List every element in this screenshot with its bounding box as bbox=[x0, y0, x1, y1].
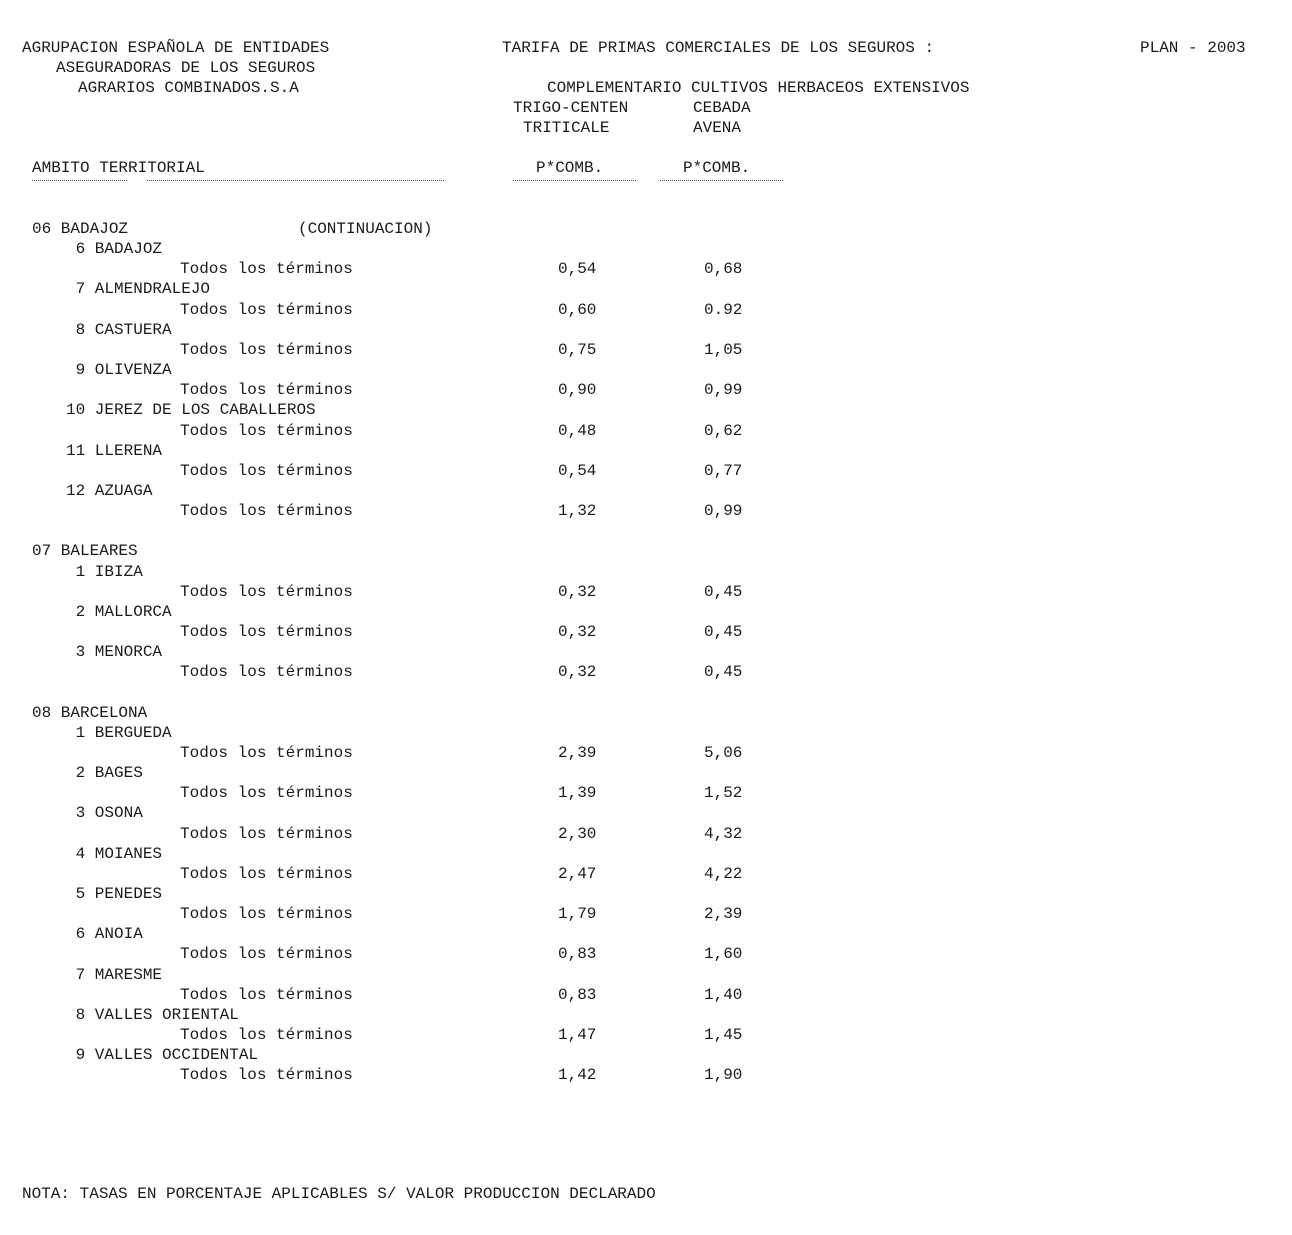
term-label: Todos los términos bbox=[180, 461, 353, 480]
value-trigo-triticale: 0,60 bbox=[558, 300, 597, 319]
value-trigo-triticale: 0,32 bbox=[558, 623, 597, 641]
comarca-row bbox=[0, 441, 1292, 461]
table-row bbox=[0, 622, 1292, 642]
comarca-row bbox=[0, 1045, 1292, 1065]
blank-row bbox=[0, 521, 1292, 541]
comarca-name: 11 LLERENA bbox=[66, 441, 163, 460]
comarca-row bbox=[0, 965, 1292, 985]
table-row bbox=[0, 259, 1292, 279]
value-cebada-avena: 4,32 bbox=[704, 824, 743, 843]
term-label: Todos los términos bbox=[180, 743, 353, 762]
comarca-row bbox=[0, 884, 1292, 904]
comarca-row bbox=[0, 642, 1292, 662]
comarca-row bbox=[0, 723, 1292, 743]
continuation-label: (CONTINUACION) bbox=[298, 220, 433, 238]
column-2-header-line-1: CEBADA bbox=[693, 99, 751, 117]
document-title: TARIFA DE PRIMAS COMERCIALES DE LOS SEGUROS : bbox=[502, 39, 935, 57]
value-trigo-triticale: 1,79 bbox=[558, 905, 597, 924]
province-name: 07 BALEARES bbox=[32, 542, 138, 561]
column-1-unit: P*COMB. bbox=[536, 159, 604, 177]
table-row bbox=[0, 985, 1292, 1005]
table-row bbox=[0, 582, 1292, 602]
value-cebada-avena: 0,99 bbox=[704, 381, 743, 400]
comarca-row bbox=[0, 924, 1292, 944]
value-cebada-avena: 1,40 bbox=[704, 985, 743, 1004]
value-trigo-triticale: 0,32 bbox=[558, 582, 597, 601]
province-name: 06 BADAJOZ bbox=[32, 220, 129, 238]
term-label: Todos los términos bbox=[180, 340, 353, 359]
table-row bbox=[0, 743, 1292, 763]
table-row bbox=[0, 340, 1292, 360]
value-cebada-avena: 0,45 bbox=[704, 582, 743, 601]
document-subtitle: COMPLEMENTARIO CULTIVOS HERBACEOS EXTENSIVOS bbox=[547, 79, 970, 97]
term-label: Todos los términos bbox=[180, 421, 353, 440]
province-row bbox=[0, 541, 1292, 561]
value-cebada-avena: 0,45 bbox=[704, 663, 743, 682]
comarca-row bbox=[0, 763, 1292, 783]
term-label: Todos los términos bbox=[180, 381, 353, 400]
value-cebada-avena: 2,39 bbox=[704, 905, 743, 924]
term-label: Todos los términos bbox=[180, 784, 353, 803]
org-name-line-1: AGRUPACION ESPAÑOLA DE ENTIDADES bbox=[22, 39, 330, 57]
value-cebada-avena: 1,90 bbox=[704, 1066, 743, 1085]
comarca-row bbox=[0, 400, 1292, 420]
table-row bbox=[0, 904, 1292, 924]
value-trigo-triticale: 0,75 bbox=[558, 340, 597, 359]
comarca-name: 5 PENEDES bbox=[66, 884, 163, 903]
value-trigo-triticale: 1,47 bbox=[558, 1026, 597, 1044]
comarca-name: 8 VALLES ORIENTAL bbox=[66, 1005, 239, 1024]
table-row bbox=[0, 824, 1292, 844]
comarca-name: 8 CASTUERA bbox=[66, 320, 172, 339]
table-row bbox=[0, 461, 1292, 481]
comarca-name: 4 MOIANES bbox=[66, 844, 163, 863]
value-cebada-avena: 0,77 bbox=[704, 461, 743, 480]
value-trigo-triticale: 0,54 bbox=[558, 260, 597, 279]
comarca-row bbox=[0, 562, 1292, 582]
comarca-row bbox=[0, 1005, 1292, 1025]
value-trigo-triticale: 2,39 bbox=[558, 743, 597, 762]
table-row bbox=[0, 662, 1292, 682]
term-label: Todos los términos bbox=[180, 985, 353, 1004]
value-trigo-triticale: 1,32 bbox=[558, 502, 597, 521]
value-trigo-triticale: 0,48 bbox=[558, 421, 597, 440]
table-row bbox=[0, 1065, 1292, 1085]
value-trigo-triticale: 0,32 bbox=[558, 663, 597, 682]
comarca-name: 12 AZUAGA bbox=[66, 481, 153, 500]
table-row bbox=[0, 380, 1292, 400]
value-trigo-triticale: 0,83 bbox=[558, 985, 597, 1004]
value-cebada-avena: 1,05 bbox=[704, 340, 743, 359]
value-cebada-avena: 0,62 bbox=[704, 421, 743, 440]
comarca-row bbox=[0, 239, 1292, 259]
comarca-name: 9 OLIVENZA bbox=[66, 361, 172, 380]
value-cebada-avena: 1,52 bbox=[704, 784, 743, 803]
value-trigo-triticale: 0,54 bbox=[558, 461, 597, 480]
province-row bbox=[0, 219, 1292, 239]
comarca-name: 6 ANOIA bbox=[66, 925, 143, 944]
value-trigo-triticale: 1,42 bbox=[558, 1066, 597, 1085]
value-cebada-avena: 1,60 bbox=[704, 945, 743, 964]
term-label: Todos los términos bbox=[180, 502, 353, 521]
header-underline-2 bbox=[147, 180, 444, 181]
value-cebada-avena: 0,99 bbox=[704, 502, 743, 521]
comarca-row bbox=[0, 803, 1292, 823]
comarca-name: 7 ALMENDRALEJO bbox=[66, 280, 211, 299]
table-row bbox=[0, 864, 1292, 884]
column-2-header-line-2: AVENA bbox=[693, 119, 742, 137]
comarca-name: 7 MARESME bbox=[66, 965, 163, 984]
term-label: Todos los términos bbox=[180, 623, 353, 641]
value-trigo-triticale: 2,47 bbox=[558, 864, 597, 883]
value-cebada-avena: 4,22 bbox=[704, 864, 743, 883]
value-cebada-avena: 0.92 bbox=[704, 300, 743, 319]
value-trigo-triticale: 0,90 bbox=[558, 381, 597, 400]
comarca-row bbox=[0, 602, 1292, 622]
term-label: Todos los términos bbox=[180, 864, 353, 883]
term-label: Todos los términos bbox=[180, 260, 353, 279]
province-row bbox=[0, 703, 1292, 723]
comarca-name: 3 MENORCA bbox=[66, 643, 163, 662]
table-row bbox=[0, 501, 1292, 521]
comarca-name: 6 BADAJOZ bbox=[66, 240, 163, 259]
value-trigo-triticale: 0,83 bbox=[558, 945, 597, 964]
term-label: Todos los términos bbox=[180, 824, 353, 843]
footer-note: NOTA: TASAS EN PORCENTAJE APLICABLES S/ VALOR PRODUCCION DECLARADO bbox=[22, 1185, 656, 1203]
header-underline-3 bbox=[513, 180, 636, 181]
column-1-header-line-2: TRITICALE bbox=[523, 119, 610, 137]
comarca-name: 2 MALLORCA bbox=[66, 602, 172, 621]
blank-row bbox=[0, 682, 1292, 702]
column-1-header-line-1: TRIGO-CENTEN bbox=[513, 99, 629, 117]
ambito-territorial-header: AMBITO TERRITORIAL bbox=[32, 159, 205, 177]
comarca-row bbox=[0, 320, 1292, 340]
comarca-row bbox=[0, 279, 1292, 299]
comarca-name: 10 JEREZ DE LOS CABALLEROS bbox=[66, 401, 316, 420]
term-label: Todos los términos bbox=[180, 945, 353, 964]
value-trigo-triticale: 1,39 bbox=[558, 784, 597, 803]
term-label: Todos los términos bbox=[180, 1066, 353, 1085]
table-row bbox=[0, 300, 1292, 320]
plan-label: PLAN - 2003 bbox=[1140, 39, 1246, 57]
comarca-row bbox=[0, 844, 1292, 864]
column-2-unit: P*COMB. bbox=[683, 159, 751, 177]
comarca-name: 2 BAGES bbox=[66, 764, 143, 783]
term-label: Todos los términos bbox=[180, 582, 353, 601]
comarca-name: 3 OSONA bbox=[66, 804, 143, 823]
value-cebada-avena: 0,68 bbox=[704, 260, 743, 279]
comarca-name: 1 BERGUEDA bbox=[66, 723, 172, 742]
header-underline-1 bbox=[32, 180, 127, 181]
value-trigo-triticale: 2,30 bbox=[558, 824, 597, 843]
value-cebada-avena: 0,45 bbox=[704, 623, 743, 641]
org-name-line-3: AGRARIOS COMBINADOS.S.A bbox=[78, 79, 299, 97]
term-label: Todos los términos bbox=[180, 663, 353, 682]
value-cebada-avena: 1,45 bbox=[704, 1026, 743, 1044]
province-name: 08 BARCELONA bbox=[32, 703, 148, 722]
org-name-line-2: ASEGURADORAS DE LOS SEGUROS bbox=[56, 59, 316, 77]
term-label: Todos los términos bbox=[180, 905, 353, 924]
term-label: Todos los términos bbox=[180, 1026, 353, 1044]
comarca-name: 1 IBIZA bbox=[66, 562, 143, 581]
table-row bbox=[0, 421, 1292, 441]
table-row bbox=[0, 1025, 1292, 1045]
comarca-row bbox=[0, 360, 1292, 380]
header-underline-4 bbox=[660, 180, 783, 181]
term-label: Todos los términos bbox=[180, 300, 353, 319]
table-row bbox=[0, 783, 1292, 803]
comarca-row bbox=[0, 481, 1292, 501]
value-cebada-avena: 5,06 bbox=[704, 743, 743, 762]
table-row bbox=[0, 944, 1292, 964]
comarca-name: 9 VALLES OCCIDENTAL bbox=[66, 1046, 259, 1065]
